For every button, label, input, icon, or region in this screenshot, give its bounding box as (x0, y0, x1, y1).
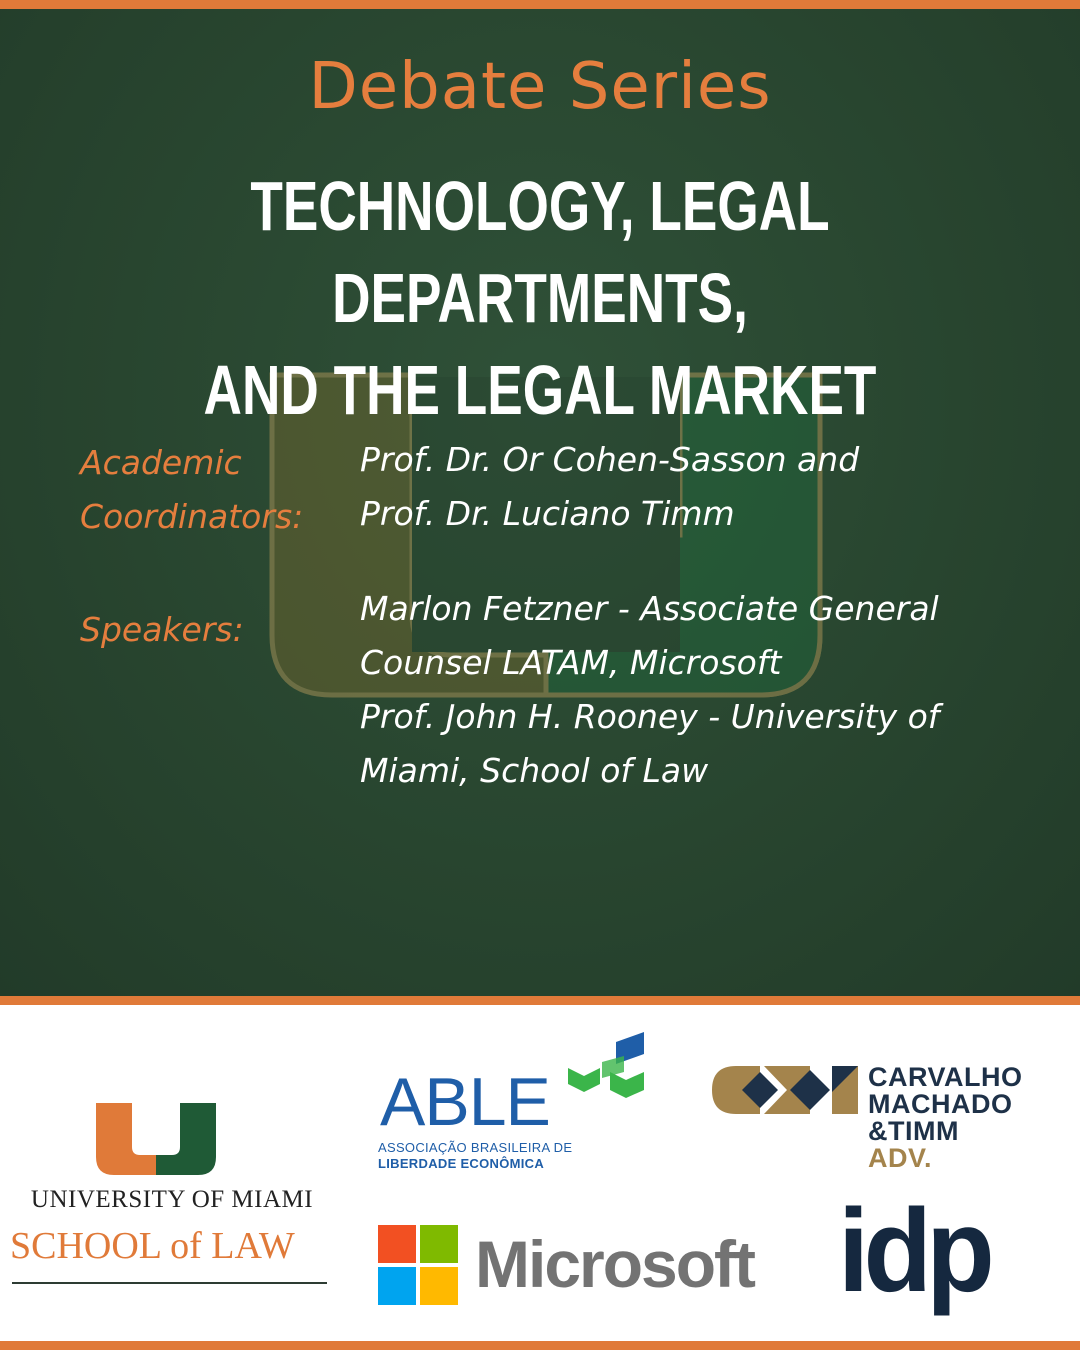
microsoft-wordmark: Microsoft (475, 1227, 754, 1301)
top-orange-stripe (0, 0, 1080, 9)
speaker-line: Marlon Fetzner - Associate General (360, 589, 939, 628)
cmt-line-1: CARVALHO (868, 1062, 1023, 1092)
um-u-logo-icon (96, 1103, 216, 1175)
able-tagline (378, 1140, 572, 1172)
idp-wordmark: idp (838, 1185, 990, 1317)
event-headline (160, 160, 920, 436)
speaker-line: Miami, School of Law (360, 751, 709, 790)
um-school-text: SCHOOL of LAW (10, 1225, 295, 1267)
series-title: Debate Series (308, 50, 772, 124)
cmt-line-3: &TIMM (868, 1116, 959, 1146)
bottom-orange-stripe (0, 1341, 1080, 1350)
coordinators-names (360, 433, 1040, 541)
coordinators-label-line-1: Academic (80, 443, 242, 482)
middle-orange-stripe (0, 996, 1080, 1005)
speakers-list (360, 582, 1040, 798)
um-university-text: UNIVERSITY OF MIAMI (30, 1186, 314, 1213)
cmt-line-4: ADV. (868, 1143, 933, 1173)
speaker-line: Counsel LATAM, Microsoft (360, 643, 782, 682)
cmt-wordmark (868, 1064, 1023, 1172)
cmt-line-2: MACHADO (868, 1089, 1013, 1119)
headline-line-1: TECHNOLOGY, LEGAL DEPARTMENTS, (250, 167, 830, 337)
able-tagline-line-1: ASSOCIAÇÃO BRASILEIRA DE (378, 1140, 573, 1155)
coordinator-line: Prof. Dr. Luciano Timm (360, 494, 735, 533)
able-arrows-icon (566, 1032, 646, 1112)
coordinators-label-line-2: Coordinators: (80, 497, 304, 536)
coordinator-line: Prof. Dr. Or Cohen-Sasson and (360, 440, 860, 479)
speaker-line: Prof. John H. Rooney - University of (360, 697, 940, 736)
able-tagline-line-2: LIBERDADE ECONÔMICA (378, 1156, 545, 1171)
able-wordmark: ABLE (380, 1064, 550, 1140)
um-underline (12, 1282, 327, 1284)
headline-line-2: AND THE LEGAL MARKET (203, 351, 877, 429)
cmt-geometric-icon (712, 1066, 858, 1114)
microsoft-squares-icon (378, 1225, 458, 1305)
speakers-label: Speakers: (80, 610, 244, 649)
coordinators-label (80, 436, 303, 544)
